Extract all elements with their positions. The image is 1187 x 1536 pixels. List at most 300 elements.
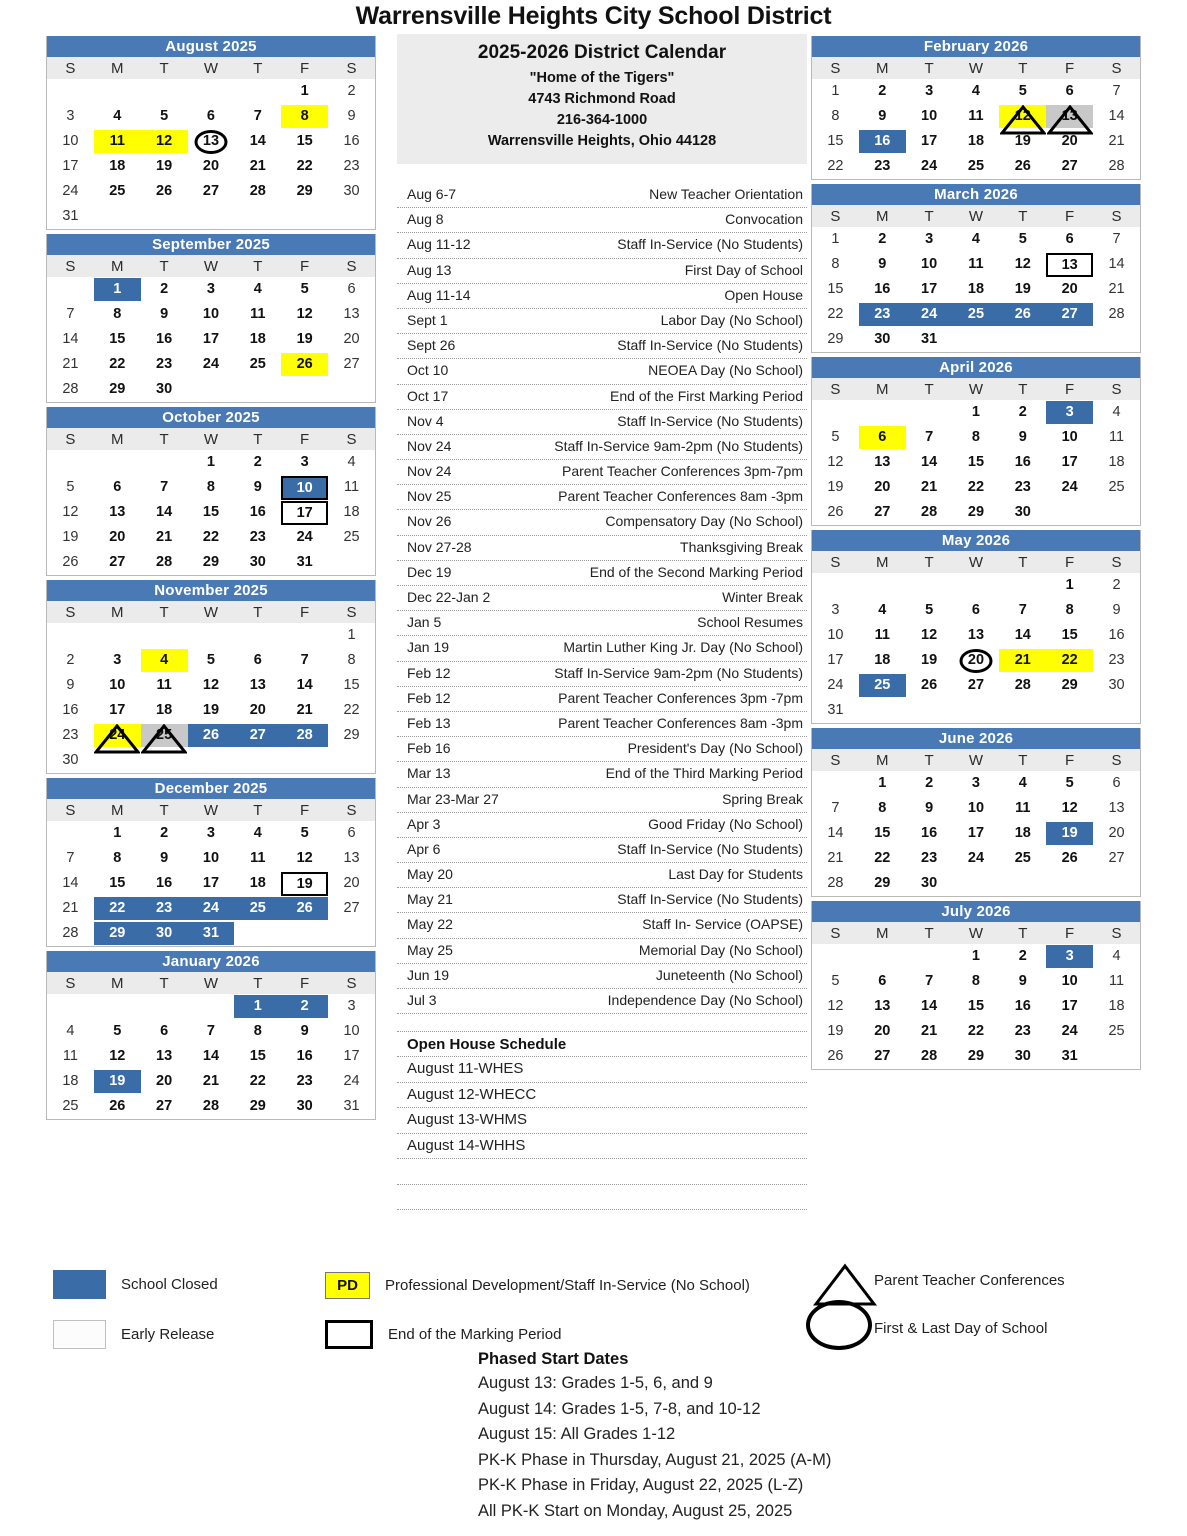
day-cell xyxy=(141,179,188,204)
district-motto: "Home of the Tigers" xyxy=(529,70,675,86)
legend-label: Professional Development/Staff In-Service (No School) xyxy=(385,1277,750,1294)
day-number: 18 xyxy=(62,1073,79,1089)
day-number: 13 xyxy=(249,677,266,693)
week-row xyxy=(812,969,1140,994)
day-cell xyxy=(859,227,906,252)
weekday-header: F xyxy=(1046,922,1093,944)
event-description: Parent Teacher Conferences 3pm-7pm xyxy=(562,463,803,480)
day-cell xyxy=(94,377,141,402)
day-number: 18 xyxy=(249,875,266,891)
day-number: 5 xyxy=(1065,775,1074,791)
weekday-header: S xyxy=(328,255,375,277)
weekday-header: S xyxy=(812,922,859,944)
event-date: Mar 13 xyxy=(407,765,451,782)
day-cell xyxy=(281,104,328,129)
empty-day-cell xyxy=(141,994,188,1019)
week-row xyxy=(47,623,375,648)
day-number: 9 xyxy=(66,677,75,693)
weekday-header: S xyxy=(812,57,859,79)
day-number: 15 xyxy=(109,875,126,891)
day-cell xyxy=(999,252,1046,277)
day-cell xyxy=(859,450,906,475)
weekday-header: F xyxy=(281,601,328,623)
day-number: 9 xyxy=(878,256,887,272)
weekday-header: T xyxy=(141,601,188,623)
day-cell xyxy=(999,944,1046,969)
day-number: 2 xyxy=(253,454,262,470)
day-number: 22 xyxy=(109,356,126,372)
day-cell xyxy=(999,475,1046,500)
day-cell xyxy=(906,450,953,475)
district-city-state-zip: Warrensville Heights, Ohio 44128 xyxy=(487,133,717,149)
empty-day-cell xyxy=(47,450,94,475)
day-number: 8 xyxy=(878,800,887,816)
open-house-row: August 13-WHMS xyxy=(397,1108,807,1134)
day-number: 4 xyxy=(971,231,980,247)
weekday-header-row xyxy=(47,255,375,277)
week-row xyxy=(812,129,1140,154)
week-row xyxy=(47,475,375,500)
day-cell xyxy=(999,648,1046,673)
day-number: 30 xyxy=(1014,504,1031,520)
day-number: 13 xyxy=(874,998,891,1014)
week-row xyxy=(812,573,1140,598)
day-number: 19 xyxy=(62,529,79,545)
day-number: 30 xyxy=(1014,1048,1031,1064)
event-description: Staff In-Service (No Students) xyxy=(617,337,803,354)
day-cell xyxy=(953,450,1000,475)
day-number: 13 xyxy=(343,850,360,866)
event-description: President's Day (No School) xyxy=(627,740,803,757)
month-block xyxy=(46,778,376,947)
day-number: 8 xyxy=(971,429,980,445)
day-cell xyxy=(1046,994,1093,1019)
weekday-header: S xyxy=(1093,922,1140,944)
day-cell xyxy=(234,871,281,896)
event-row xyxy=(397,183,807,208)
day-cell xyxy=(999,129,1046,154)
day-cell xyxy=(328,129,375,154)
day-cell xyxy=(906,771,953,796)
day-number: 21 xyxy=(921,1023,938,1039)
day-number: 1 xyxy=(300,83,309,99)
empty-day-cell xyxy=(1046,327,1093,352)
day-cell xyxy=(1046,400,1093,425)
week-row xyxy=(47,1019,375,1044)
day-cell xyxy=(1046,302,1093,327)
event-description: Memorial Day (No School) xyxy=(638,941,803,958)
day-cell xyxy=(141,1094,188,1119)
day-cell xyxy=(47,154,94,179)
empty-day-cell xyxy=(94,450,141,475)
weekday-header: M xyxy=(859,205,906,227)
day-number: 25 xyxy=(859,674,906,697)
day-cell xyxy=(281,871,328,896)
day-cell xyxy=(328,871,375,896)
day-number: 16 xyxy=(156,875,173,891)
event-date: Feb 12 xyxy=(407,689,451,706)
day-cell xyxy=(94,1094,141,1119)
day-number: 1 xyxy=(831,83,840,99)
early-release-swatch-icon xyxy=(53,1320,106,1349)
day-number: 18 xyxy=(1014,825,1031,841)
day-number: 10 xyxy=(109,677,126,693)
day-number: 22 xyxy=(202,529,220,545)
day-number: 12 xyxy=(921,627,938,643)
weekday-header: T xyxy=(999,749,1046,771)
event-description: Staff In-Service 9am-2pm (No Students) xyxy=(554,664,803,681)
month-title: January 2026 xyxy=(47,951,375,972)
event-row xyxy=(397,813,807,838)
empty-day-cell xyxy=(859,698,906,723)
day-cell xyxy=(234,525,281,550)
day-number: 23 xyxy=(343,158,360,174)
day-cell xyxy=(47,179,94,204)
day-number: 3 xyxy=(925,231,934,247)
event-date: Nov 26 xyxy=(407,513,452,530)
day-number: 27 xyxy=(967,677,985,693)
day-number: 13 xyxy=(1108,800,1125,816)
day-cell xyxy=(1046,673,1093,698)
day-cell xyxy=(859,1044,906,1069)
empty-day-cell xyxy=(1046,698,1093,723)
day-cell xyxy=(141,871,188,896)
day-number: 23 xyxy=(62,727,79,743)
day-number: 8 xyxy=(281,105,328,128)
day-cell xyxy=(94,550,141,575)
empty-day-cell xyxy=(1046,871,1093,896)
weekday-header: T xyxy=(234,601,281,623)
day-cell xyxy=(1093,302,1140,327)
day-cell xyxy=(188,129,235,154)
day-cell xyxy=(1093,252,1140,277)
day-cell xyxy=(281,129,328,154)
day-number: 16 xyxy=(921,825,938,841)
weekday-header-row xyxy=(47,972,375,994)
day-number: 24 xyxy=(343,1073,360,1089)
day-cell xyxy=(188,896,235,921)
day-number: 17 xyxy=(202,875,220,891)
day-number: 20 xyxy=(967,652,985,668)
day-cell xyxy=(1046,450,1093,475)
weekday-header: S xyxy=(47,428,94,450)
day-number: 30 xyxy=(249,554,266,570)
day-cell xyxy=(234,673,281,698)
day-number: 11 xyxy=(156,677,172,693)
day-number: 29 xyxy=(967,1048,985,1064)
month-block xyxy=(811,901,1141,1070)
weekday-header: T xyxy=(999,205,1046,227)
empty-day-cell xyxy=(234,204,281,229)
weekday-header: S xyxy=(812,205,859,227)
day-cell xyxy=(281,1094,328,1119)
day-number: 7 xyxy=(925,973,934,989)
day-cell xyxy=(141,1044,188,1069)
day-number: 26 xyxy=(827,504,844,520)
day-number: 6 xyxy=(253,652,262,668)
day-number: 19 xyxy=(156,158,173,174)
event-row xyxy=(397,385,807,410)
empty-day-cell xyxy=(1093,1044,1140,1069)
weekday-header: S xyxy=(1093,749,1140,771)
empty-day-cell xyxy=(328,550,375,575)
day-cell xyxy=(94,475,141,500)
day-number: 20 xyxy=(1061,133,1078,149)
day-cell xyxy=(953,771,1000,796)
day-number: 11 xyxy=(874,627,890,643)
event-description: Martin Luther King Jr. Day (No School) xyxy=(563,639,803,656)
event-row xyxy=(397,334,807,359)
event-row xyxy=(397,561,807,586)
day-number: 11 xyxy=(1109,429,1125,445)
day-cell xyxy=(812,277,859,302)
day-number: 11 xyxy=(1109,973,1125,989)
day-number: 17 xyxy=(1061,998,1078,1014)
empty-day-cell xyxy=(859,400,906,425)
day-cell xyxy=(328,525,375,550)
day-number: 16 xyxy=(859,130,906,153)
day-number: 19 xyxy=(296,331,313,347)
day-number: 7 xyxy=(66,306,75,322)
day-number: 5 xyxy=(1018,83,1027,99)
weekday-header: M xyxy=(859,551,906,573)
month-title: October 2025 xyxy=(47,407,375,428)
day-cell xyxy=(1093,475,1140,500)
empty-day-cell xyxy=(328,377,375,402)
event-date: Dec 19 xyxy=(407,563,452,580)
day-cell xyxy=(953,425,1000,450)
day-cell xyxy=(999,821,1046,846)
day-cell xyxy=(141,525,188,550)
day-cell xyxy=(812,598,859,623)
day-cell xyxy=(906,425,953,450)
event-date: Jul 3 xyxy=(407,992,437,1008)
day-number: 29 xyxy=(1061,677,1078,693)
event-row xyxy=(397,510,807,535)
day-cell xyxy=(328,846,375,871)
event-date: Apr 3 xyxy=(407,815,441,832)
weekday-header: S xyxy=(1093,378,1140,400)
day-cell xyxy=(812,327,859,352)
day-number: 25 xyxy=(62,1098,79,1114)
day-number: 18 xyxy=(1108,998,1125,1014)
day-cell xyxy=(812,648,859,673)
day-cell xyxy=(999,425,1046,450)
legend-label: First & Last Day of School xyxy=(874,1320,1048,1337)
weekday-header-row xyxy=(47,428,375,450)
weekday-header: M xyxy=(94,57,141,79)
day-cell xyxy=(141,327,188,352)
weekday-header: S xyxy=(47,601,94,623)
event-description: New Teacher Orientation xyxy=(649,186,803,202)
day-number: 14 xyxy=(1108,256,1125,272)
phased-start-line: August 13: Grades 1-5, 6, and 9 xyxy=(478,1374,713,1392)
day-number: 11 xyxy=(344,479,360,495)
day-number: 15 xyxy=(109,331,126,347)
day-number: 17 xyxy=(967,825,985,841)
empty-day-cell xyxy=(47,277,94,302)
day-cell xyxy=(953,277,1000,302)
day-number: 10 xyxy=(967,800,985,816)
day-number: 28 xyxy=(1108,158,1125,174)
day-cell xyxy=(953,648,1000,673)
day-number: 16 xyxy=(62,702,79,718)
empty-day-cell xyxy=(281,921,328,946)
week-row xyxy=(47,871,375,896)
day-cell xyxy=(999,969,1046,994)
weekday-header: F xyxy=(281,57,328,79)
day-cell xyxy=(1093,994,1140,1019)
week-row xyxy=(47,698,375,723)
day-number: 2 xyxy=(1112,577,1121,593)
day-cell xyxy=(141,921,188,946)
weekday-header: F xyxy=(1046,551,1093,573)
day-number: 19 xyxy=(94,1070,141,1093)
day-cell xyxy=(328,994,375,1019)
day-cell xyxy=(281,821,328,846)
day-cell xyxy=(94,179,141,204)
day-cell xyxy=(906,871,953,896)
day-number: 2 xyxy=(1018,404,1027,420)
event-row xyxy=(397,259,807,284)
day-cell xyxy=(859,500,906,525)
day-cell xyxy=(281,525,328,550)
day-number: 29 xyxy=(202,554,220,570)
day-number: 6 xyxy=(113,479,122,495)
weekday-header: F xyxy=(281,799,328,821)
empty-day-cell xyxy=(953,573,1000,598)
day-cell xyxy=(328,179,375,204)
day-cell xyxy=(906,327,953,352)
day-cell xyxy=(1046,227,1093,252)
weekday-header: T xyxy=(234,428,281,450)
day-cell xyxy=(94,129,141,154)
day-cell xyxy=(812,475,859,500)
weekday-header: S xyxy=(47,255,94,277)
day-cell xyxy=(141,698,188,723)
event-row xyxy=(397,208,807,233)
day-cell xyxy=(812,1044,859,1069)
day-cell xyxy=(859,327,906,352)
event-row xyxy=(397,309,807,334)
day-cell xyxy=(94,327,141,352)
day-number: 13 xyxy=(874,454,891,470)
day-cell xyxy=(1093,796,1140,821)
day-number: 26 xyxy=(281,353,328,376)
day-number: 23 xyxy=(141,897,188,920)
day-cell xyxy=(47,723,94,748)
day-cell xyxy=(1046,573,1093,598)
month-title: September 2025 xyxy=(47,234,375,255)
event-date: Jan 19 xyxy=(407,639,450,656)
day-number: 10 xyxy=(827,627,844,643)
day-cell xyxy=(188,550,235,575)
day-number: 14 xyxy=(62,875,79,891)
day-number: 7 xyxy=(831,800,840,816)
month-title: March 2026 xyxy=(812,184,1140,205)
day-number: 28 xyxy=(827,875,844,891)
day-cell xyxy=(812,871,859,896)
day-number: 20 xyxy=(1061,281,1078,297)
day-cell xyxy=(812,994,859,1019)
day-number: 21 xyxy=(296,702,313,718)
day-cell xyxy=(1046,944,1093,969)
day-number: 30 xyxy=(141,922,188,945)
empty-day-cell xyxy=(999,871,1046,896)
phased-start-line: PK-K Phase in Thursday, August 21, 2025 (A-M) xyxy=(478,1450,832,1469)
empty-day-cell xyxy=(999,327,1046,352)
day-number: 25 xyxy=(1108,479,1125,495)
day-number: 20 xyxy=(874,479,891,495)
day-number: 15 xyxy=(249,1048,266,1064)
day-number: 23 xyxy=(921,850,938,866)
day-cell xyxy=(906,129,953,154)
day-number: 12 xyxy=(296,306,313,322)
day-cell xyxy=(999,994,1046,1019)
day-number: 6 xyxy=(1065,231,1074,247)
day-number: 17 xyxy=(109,702,126,718)
empty-day-cell xyxy=(141,748,188,773)
day-cell xyxy=(188,1069,235,1094)
day-cell xyxy=(1046,821,1093,846)
day-number: 7 xyxy=(160,479,169,495)
day-number: 5 xyxy=(66,479,75,495)
day-number: 27 xyxy=(1046,303,1093,326)
end-marking-period-swatch-icon xyxy=(325,1320,373,1349)
day-number: 23 xyxy=(1108,652,1125,668)
week-row xyxy=(812,227,1140,252)
day-cell xyxy=(234,104,281,129)
day-number: 25 xyxy=(1014,850,1031,866)
weekday-header: S xyxy=(812,749,859,771)
day-cell xyxy=(812,623,859,648)
month-title: December 2025 xyxy=(47,778,375,799)
day-cell xyxy=(999,1019,1046,1044)
event-date: May 22 xyxy=(407,916,453,933)
day-cell xyxy=(859,821,906,846)
day-number: 24 xyxy=(921,158,938,174)
district-address: 4743 Richmond Road xyxy=(528,91,676,107)
day-cell xyxy=(1093,821,1140,846)
day-number: 29 xyxy=(94,922,141,945)
day-number: 21 xyxy=(827,850,844,866)
event-description: Parent Teacher Conferences 3pm -7pm xyxy=(558,689,803,706)
day-cell xyxy=(47,352,94,377)
event-description: Staff In-Service 9am-2pm (No Students) xyxy=(554,437,803,454)
month-grid xyxy=(47,601,375,773)
day-number: 23 xyxy=(249,529,266,545)
week-row xyxy=(812,1044,1140,1069)
day-cell xyxy=(47,129,94,154)
open-house-blank-row xyxy=(397,1159,807,1185)
day-cell xyxy=(999,1044,1046,1069)
empty-day-cell xyxy=(47,821,94,846)
event-description: Convocation xyxy=(725,211,803,228)
day-number: 25 xyxy=(249,356,266,372)
day-cell xyxy=(999,771,1046,796)
day-cell xyxy=(953,944,1000,969)
day-cell xyxy=(328,698,375,723)
weekday-header: W xyxy=(188,255,235,277)
day-number: 20 xyxy=(156,1073,173,1089)
empty-day-cell xyxy=(188,748,235,773)
day-number: 30 xyxy=(296,1098,313,1114)
weekday-header: T xyxy=(141,799,188,821)
day-number: 15 xyxy=(1061,627,1078,643)
day-cell xyxy=(812,129,859,154)
day-cell xyxy=(953,252,1000,277)
empty-day-cell xyxy=(47,623,94,648)
